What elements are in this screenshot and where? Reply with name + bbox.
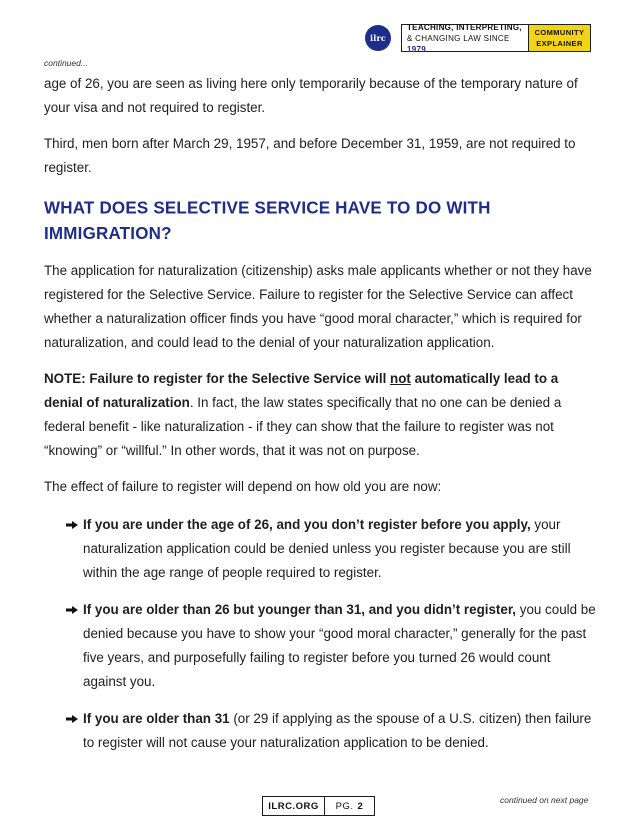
community-explainer-badge: COMMUNITY EXPLAINER (529, 24, 591, 52)
note-paragraph: NOTE: Failure to register for the Selective Service will not automatically lead to a denial of naturalization. In fact, the law states specifically that no one can be denied a federal benefit - like naturalization - if they can show that the failure to register was not “knowing” or “willful.” In other words, that it was not on purpose. (44, 371, 562, 458)
arrow-right-icon (66, 521, 78, 529)
paragraph-2: Third, men born after March 29, 1957, and before December 31, 1959, are not required to register. (44, 136, 576, 175)
list-item: If you are under the age of 26, and you don’t register before you apply, your naturalization application could be denied unless you register because you are still within the age range of people required to register. (66, 513, 596, 585)
list-item: If you are older than 26 but younger than 31, and you didn’t register, you could be denied because you have to show your “good moral character,” generally for the past five years, and purposefully failing to register before you turned 26 would count against you. (66, 598, 596, 694)
continued-label: continued... (44, 58, 88, 68)
arrow-right-icon (66, 606, 78, 614)
paragraph-1: age of 26, you are seen as living here only temporarily because of the temporary nature of your visa and not required to register. (44, 76, 578, 115)
section-heading: WHAT DOES SELECTIVE SERVICE HAVE TO DO WITH IMMIGRATION? (44, 197, 491, 244)
list-item: If you are older than 31 (or 29 if applying as the spouse of a U.S. citizen) then failure to register will not cause your naturalization application to be denied. (66, 707, 596, 755)
age-bullet-list (44, 513, 596, 755)
tagline-line-2: & CHANGING LAW SINCE 1979 (407, 33, 510, 54)
page-footer (262, 796, 375, 816)
arrow-right-icon (66, 715, 78, 723)
header-tagline (401, 24, 529, 52)
main-content (44, 72, 596, 768)
paragraph-3: The application for naturalization (citizenship) asks male applicants whether or not they have registered for the Selective Service. Failure to register for the Selective Service can affect whether a naturalization officer finds you have “good moral character,” which is required for naturalization, and could lead to the denial of your naturalization application. (44, 263, 592, 350)
tagline-line-1: TEACHING, INTERPRETING, (407, 22, 522, 32)
site-link[interactable]: ILRC.ORG (262, 796, 325, 816)
continued-next-label: continued on next page (500, 795, 589, 805)
paragraph-5: The effect of failure to register will depend on how old you are now: (44, 479, 442, 494)
page-header (365, 24, 591, 52)
page-number: PG. 2 (325, 796, 375, 816)
ilrc-logo: ilrc (365, 25, 391, 51)
